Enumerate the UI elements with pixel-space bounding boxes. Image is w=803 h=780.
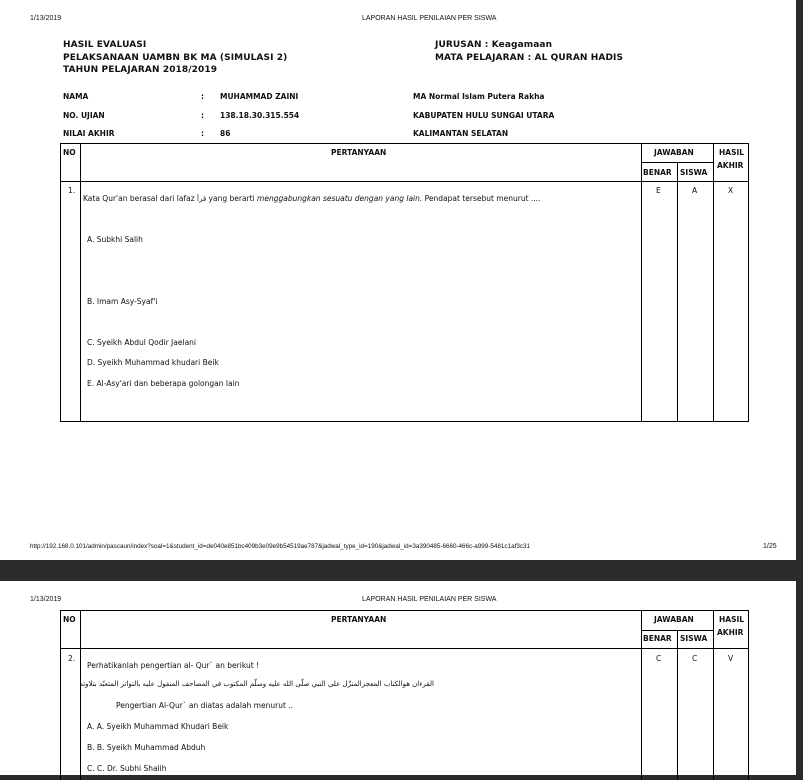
col-question: PERTANYAAN (331, 615, 387, 624)
question-text-end: Pendapat tersebut menurut .... (422, 194, 541, 203)
header-line-2: PELAKSANAAN UAMBN BK MA (SIMULASI 2) (63, 53, 288, 63)
regency-name: KABUPATEN HULU SUNGAI UTARA (413, 111, 555, 120)
name-value: MUHAMMAD ZAINI (220, 92, 299, 101)
arabic-word: قرأ (197, 195, 207, 203)
option-b: B. B. Syeikh Muhammad Abduh (87, 743, 206, 752)
option-d: D. Syeikh Muhammad khudari Beik (87, 358, 219, 367)
report-title: LAPORAN HASIL PENILAIAN PER SISWA (362, 596, 497, 603)
report-title: LAPORAN HASIL PENILAIAN PER SISWA (362, 15, 497, 22)
school-name: MA Normal Islam Putera Rakha (413, 92, 545, 101)
student-answer: C (692, 654, 698, 663)
subject-label: MATA PELAJARAN : AL QURAN HADIS (435, 53, 624, 63)
option-a: A. Subkhi Salih (87, 235, 143, 244)
final-score-label: NILAI AKHIR (63, 129, 115, 138)
result-mark: V (728, 654, 734, 663)
question-number: 2. (68, 654, 76, 663)
result-mark: X (728, 186, 734, 195)
final-score-value: 86 (220, 129, 231, 138)
department-label: JURUSAN : Keagamaan (435, 40, 553, 50)
header-line-3: TAHUN PELAJARAN 2018/2019 (63, 65, 218, 75)
option-a: A. A. Syeikh Muhammad Khudari Beik (87, 722, 229, 731)
question-intro: Perhatikanlah pengertian al- Qur` an berikut ! (87, 661, 260, 670)
col-correct: BENAR (643, 168, 672, 177)
col-student: SISWA (680, 168, 708, 177)
col-result-line2: AKHIR (717, 628, 744, 637)
option-e: E. Al-Asy'ari dan beberapa golongan lain (87, 379, 240, 388)
col-result-line1: HASIL (719, 615, 745, 624)
col-answer: JAWABAN (654, 615, 694, 624)
name-sep: : (201, 92, 204, 101)
question-text (83, 194, 540, 203)
option-b: B. Imam Asy-Syaf'i (87, 297, 158, 306)
col-result-line2: AKHIR (717, 161, 744, 170)
exam-no-label: NO. UJIAN (63, 111, 105, 120)
header-line-1: HASIL EVALUASI (63, 40, 147, 50)
col-result-line1: HASIL (719, 148, 745, 157)
question-prompt: Pengertian Al-Qur` an diatas adalah menurut .. (116, 701, 294, 710)
exam-no-sep: : (201, 111, 204, 120)
col-correct: BENAR (643, 634, 672, 643)
arabic-definition: القرءان هوالكتاب المعجزالمنزّل على النبي صلّى الله عليه وسلّم المكتوب في المصاحف المنقول عليه بالتواتر المتعبّد بتلاوته (79, 680, 434, 688)
final-score-sep: : (201, 129, 204, 138)
question-number: 1. (68, 186, 76, 195)
col-student: SISWA (680, 634, 708, 643)
option-c: C. Syeikh Abdul Qodir Jaelani (87, 338, 196, 347)
print-date: 1/13/2019 (30, 15, 62, 22)
exam-no-value: 138.18.30.315.554 (220, 111, 300, 120)
name-label: NAMA (63, 92, 89, 101)
col-no: NO (63, 148, 76, 157)
question-text-middle: yang berarti (206, 194, 258, 203)
option-c: C. C. Dr. Subhi Shalih (87, 764, 167, 773)
col-no: NO (63, 615, 76, 624)
print-date: 1/13/2019 (30, 596, 62, 603)
report-page-2 (0, 581, 796, 775)
col-question: PERTANYAAN (331, 148, 387, 157)
student-answer: A (692, 186, 698, 195)
province-name: KALIMANTAN SELATAN (413, 129, 509, 138)
page-number: 1/25 (763, 543, 777, 550)
question-text-italic: menggabungkan sesuatu dengan yang lain. (257, 194, 423, 203)
col-answer: JAWABAN (654, 148, 694, 157)
correct-answer: C (656, 654, 662, 663)
question-text-start: Kata Qur'an berasal dari lafaz (83, 194, 195, 203)
footer-url[interactable]: http://192.168.0.101/admin/pascaun/index?soal=1&student_id=de040e851bc409b3e09e9b54519ae787&jadwal_type_id=190&jadwal_id=3a390485-6660-466c-a999-5481c1af3c31 (30, 543, 530, 550)
correct-answer: E (656, 186, 661, 195)
